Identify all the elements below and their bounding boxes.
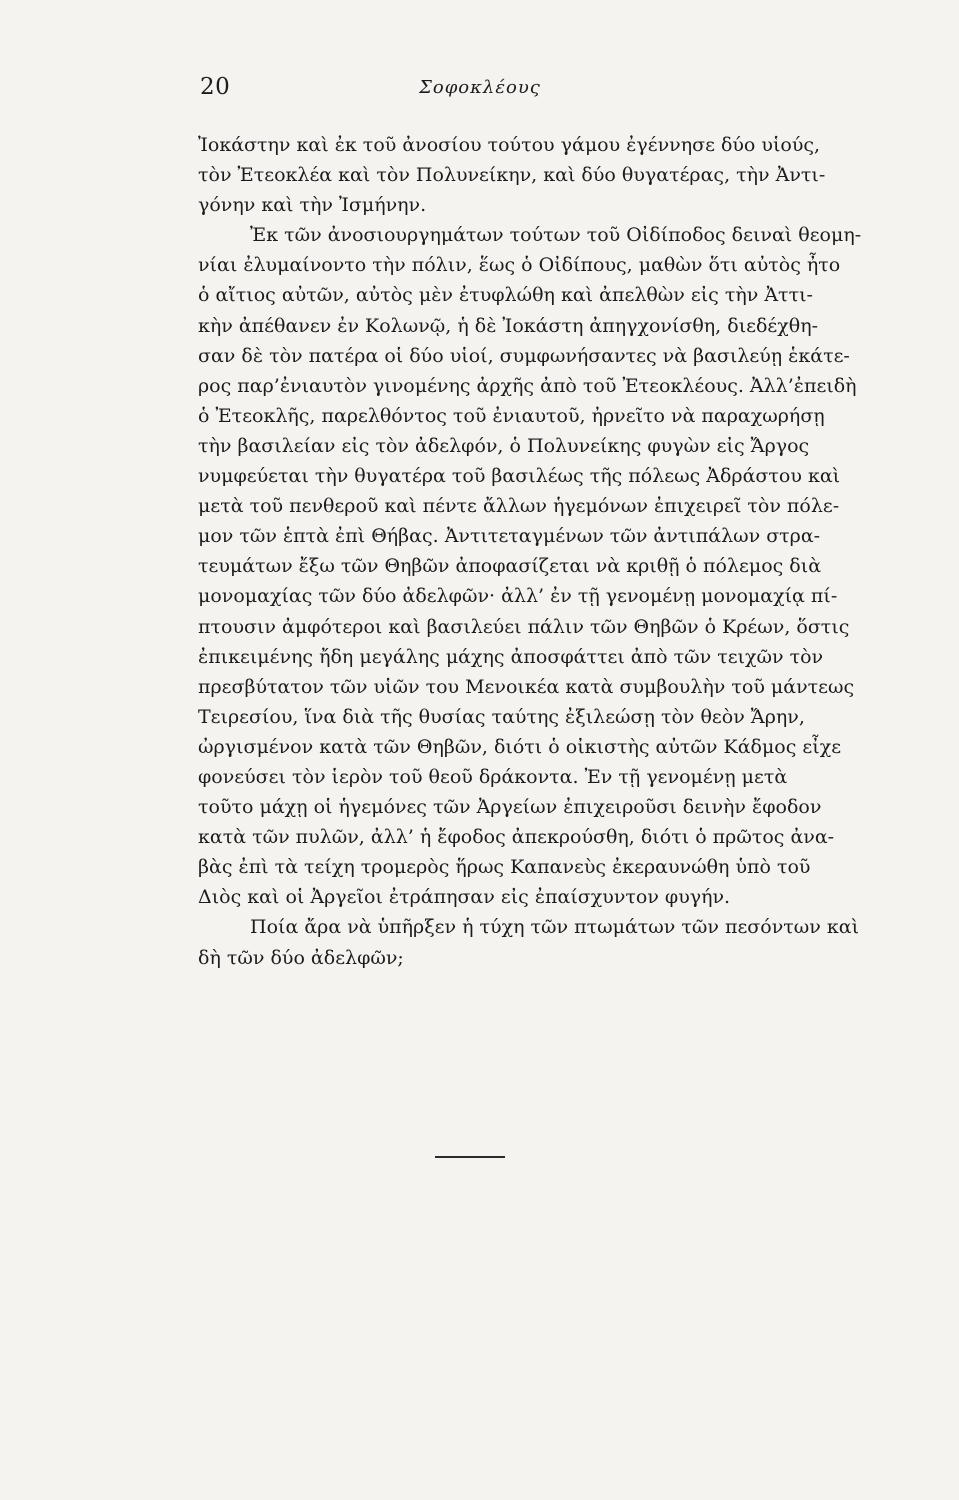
running-title: Σοφοκλέους	[419, 77, 541, 98]
text-line: ὁ Ἐτεοκλῆς, παρελθόντος τοῦ ἐνιαυτοῦ, ἠρνεῖτο νὰ παραχωρήσῃ	[198, 404, 825, 427]
text-line: Ἰοκάστην καὶ ἐκ τοῦ ἀνοσίου τούτου γάμου ἐγέννησε δύο υἱούς,	[198, 134, 821, 156]
text-line: τὴν βασιλείαν εἰς τὸν ἀδελφόν, ὁ Πολυνείκης φυγὼν εἰς Ἄργος	[198, 434, 810, 457]
text-line: τοῦτο μάχῃ οἱ ἡγεμόνες τῶν Ἀργείων ἐπιχειροῦσι δεινὴν ἔφοδον	[198, 796, 822, 819]
text-line: γόνην καὶ τὴν Ἰσμήνην.	[198, 194, 427, 217]
text-line: ὁ αἴτιος αὐτῶν, αὐτὸς μὲν ἐτυφλώθη καὶ ἀπελθὼν εἰς τὴν Ἀττι-	[198, 284, 813, 307]
text-line: κὴν ἀπέθανεν ἐν Κολωνῷ, ἡ δὲ Ἰοκάστη ἀπηγχονίσθη, διεδέχθη-	[198, 314, 819, 337]
text-line: ρος παρ’ἐνιαυτὸν γινομένης ἀρχῆς ἀπὸ τοῦ Ἐτεοκλέους. Ἀλλ’ἐπειδὴ	[198, 374, 857, 397]
text-line: ἐπικειμένης ἤδη μεγάλης μάχης ἀποσφάττει ἀπὸ τῶν τειχῶν τὸν	[198, 645, 824, 668]
text-line: φονεύσει τὸν ἱερὸν τοῦ θεοῦ δράκοντα. Ἐν τῇ γενομένῃ μετὰ	[198, 765, 788, 788]
text-line: βὰς ἐπὶ τὰ τείχη τρομερὸς ἥρως Καπανεὺς ἐκεραυνώθη ὑπὸ τοῦ	[198, 856, 811, 879]
body-text	[198, 130, 862, 973]
text-line: δὴ τῶν δύο ἀδελφῶν;	[198, 946, 404, 969]
text-line: Ποία ἄρα νὰ ὑπῆρξεν ἡ τύχη τῶν πτωμάτων τῶν πεσόντων καὶ	[250, 916, 860, 939]
text-line: τευμάτων ἔξω τῶν Θηβῶν ἀποφασίζεται νὰ κριθῇ ὁ πόλεμος διὰ	[198, 555, 822, 578]
section-divider	[435, 1156, 505, 1158]
text-line: ὠργισμένον κατὰ τῶν Θηβῶν, διότι ὁ οἰκιστὴς αὐτῶν Κάδμος εἶχε	[198, 735, 842, 758]
text-line: σαν δὲ τὸν πατέρα οἱ δύο υἱοί, συμφωνήσαντες νὰ βασιλεύῃ ἑκάτε-	[198, 344, 850, 367]
text-line: κατὰ τῶν πυλῶν, ἀλλ’ ἡ ἔφοδος ἀπεκρούσθη, διότι ὁ πρῶτος ἀνα-	[198, 826, 835, 849]
text-line: νίαι ἐλυμαίνοντο τὴν πόλιν, ἕως ὁ Οἰδίπους, μαθὼν ὅτι αὐτὸς ἦτο	[198, 254, 841, 277]
text-line: πρεσβύτατον τῶν υἱῶν του Μενοικέα κατὰ συμβουλὴν τοῦ μάντεως	[198, 675, 855, 698]
text-line: τὸν Ἐτεοκλέα καὶ τὸν Πολυνείκην, καὶ δύο θυγατέρας, τὴν Ἀντι-	[198, 164, 826, 187]
text-line: Διὸς καὶ οἱ Ἀργεῖοι ἐτράπησαν εἰς ἐπαίσχυντον φυγήν.	[198, 886, 731, 909]
text-line: πτουσιν ἀμφότεροι καὶ βασιλεύει πάλιν τῶν Θηβῶν ὁ Κρέων, ὅστις	[198, 615, 850, 638]
text-line: νυμφεύεται τὴν θυγατέρα τοῦ βασιλέως τῆς πόλεως Ἀδράστου καὶ	[198, 465, 841, 488]
text-line: Ἐκ τῶν ἀνοσιουργημάτων τούτων τοῦ Οἰδίποδος δειναὶ θεομη-	[250, 224, 862, 247]
page-number: 20	[200, 74, 231, 100]
running-head	[200, 74, 760, 108]
text-line: μονομαχίας τῶν δύο ἀδελφῶν· ἀλλ’ ἐν τῇ γενομένῃ μονομαχίᾳ πί-	[198, 585, 838, 608]
text-line: μετὰ τοῦ πενθεροῦ καὶ πέντε ἄλλων ἡγεμόνων ἐπιχειρεῖ τὸν πόλε-	[198, 495, 840, 518]
text-line: Τειρεσίου, ἵνα διὰ τῆς θυσίας ταύτης ἐξιλεώσῃ τὸν θεὸν Ἄρην,	[198, 705, 805, 728]
text-line: μον τῶν ἑπτὰ ἐπὶ Θήβας. Ἀντιτεταγμένων τῶν ἀντιπάλων στρα-	[198, 525, 821, 548]
